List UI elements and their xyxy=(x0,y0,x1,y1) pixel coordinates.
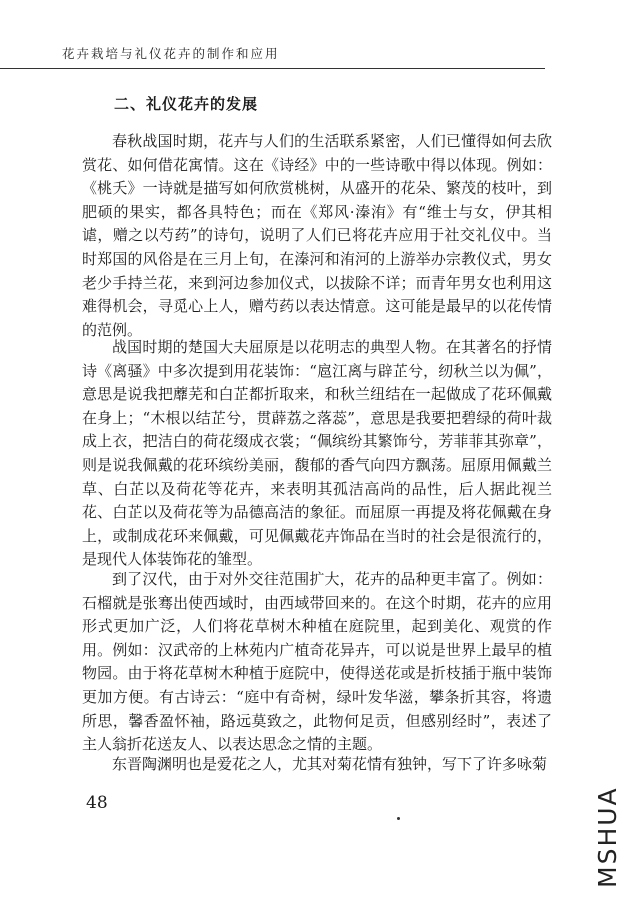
paragraph-2: 战国时期的楚国大夫屈原是以花明志的典型人物。在其著名的抒情诗《离骚》中多次提到用花装饰：“扈江离与辟芷兮，纫秋兰以为佩”，意思是说我把蘼芜和白芷都折取来，和秋兰纽结在一起做成了花环佩戴在身上；“木根以结芷兮，贯薜荔之落蕊”，意思是我要把碧绿的荷叶裁成上衣，把洁白的荷花缀成衣裳；“佩缤纷其繁饰兮，芳菲菲其弥章”，则是说我佩戴的花环缤纷美丽，馥郁的香气向四方飘荡。屈原用佩戴兰草、白芷以及荷花等花卉，来表明其孤洁高尚的品性，后人据此视兰花、白芷以及荷花等为品德高洁的象征。而屈原一再提及将花佩戴在身上，或制成花环来佩戴，可见佩戴花卉饰品在当时的社会是很流行的，是现代人体装饰花的雏型。 xyxy=(82,338,552,569)
paragraph-1: 春秋战国时期，花卉与人们的生活联系紧密，人们已懂得如何去欣赏花、如何借花寓情。这在《诗经》中的一些诗歌中得以体现。例如：《桃夭》一诗就是描写如何欣赏桃树，从盛开的花朵、繁茂的枝叶，到肥硕的果实，都各具特色；而在《郑风·溱洧》有“维士与女，伊其相谑，赠之以芍药”的诗句，说明了人们已将花卉应用于社交礼仪中。当时郑国的风俗是在三月上旬，在溱河和洧河的上游举办宗教仪式，男女老少手持兰花，来到河边参加仪式，以拔除不详；而青年男女也利用这难得机会，寻觅心上人，赠芍药以表达情意。这可能是最早的以花传情的范例。 xyxy=(82,132,552,339)
watermark: MSHUA xyxy=(593,786,622,888)
running-header: 花卉栽培与礼仪花卉的制作和应用 xyxy=(62,46,280,61)
section-title: 二、礼仪花卉的发展 xyxy=(114,95,259,113)
paragraph-4: 东晋陶渊明也是爱花之人，尤其对菊花情有独钟，写下了许多咏菊 xyxy=(112,755,548,773)
page-number: 48 xyxy=(86,793,108,813)
header-rule xyxy=(0,68,545,69)
scan-speck xyxy=(397,817,400,820)
paragraph-3: 到了汉代，由于对外交往范围扩大，花卉的品种更丰富了。例如：石榴就是张骞出使西域时，由西域带回来的。在这个时期，花卉的应用形式更加广泛，人们将花草树木种植在庭院里，起到美化、观赏的作用。例如：汉武帝的上林苑内广植奇花异卉，可以说是世界上最早的植物园。由于将花草树木种植于庭院中，使得送花或是折枝插于瓶中装饰更加方便。有古诗云：“庭中有奇树，绿叶发华滋，攀条折其容，将遗所思，馨香盈怀袖，路远莫致之，此物何足贡，但感别经时”，表述了主人翁折花送友人、以表达思念之情的主题。 xyxy=(82,570,552,754)
